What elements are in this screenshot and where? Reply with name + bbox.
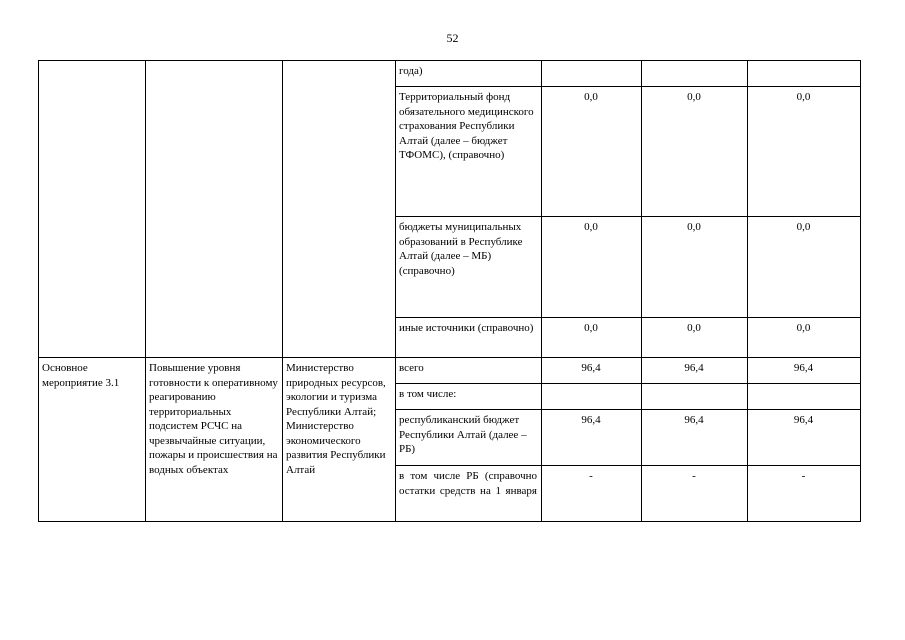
value-cell: 0,0 xyxy=(542,87,642,217)
funding-source-cell: республиканский бюджет Республики Алтай (далее – РБ) xyxy=(396,410,542,466)
funding-source-cell: года) xyxy=(396,61,542,87)
empty-activity-cell xyxy=(39,61,146,358)
value-cell xyxy=(748,384,861,410)
value-cell xyxy=(642,384,748,410)
value-cell: 96,4 xyxy=(642,358,748,384)
value-cell: 0,0 xyxy=(642,87,748,217)
funding-source-cell: бюджеты муниципальных образований в Республике Алтай (далее – МБ) (справочно) xyxy=(396,217,542,318)
value-cell: 96,4 xyxy=(748,358,861,384)
funding-source-cell: Территориальный фонд обязательного медицинского страхования Республики Алтай (далее – бюджет ТФОМС), (справочно) xyxy=(396,87,542,217)
funding-source-cell: иные источники (справочно) xyxy=(396,318,542,358)
funding-source-cell: в том числе РБ (справочно остатки средств на 1 января xyxy=(396,466,542,522)
value-cell: 96,4 xyxy=(642,410,748,466)
value-cell: 0,0 xyxy=(542,217,642,318)
value-cell: - xyxy=(748,466,861,522)
activity-description-cell: Повышение уровня готовности к оперативному реагированию территориальных подсистем РСЧС на чрезвычайные ситуации, пожары и происшествия на водных объектах xyxy=(146,358,283,522)
value-cell: - xyxy=(642,466,748,522)
value-cell: 0,0 xyxy=(748,217,861,318)
value-cell xyxy=(642,61,748,87)
empty-executor-cell xyxy=(283,61,396,358)
value-cell: - xyxy=(542,466,642,522)
value-cell: 0,0 xyxy=(748,318,861,358)
value-cell: 96,4 xyxy=(748,410,861,466)
empty-description-cell xyxy=(146,61,283,358)
page-number: 52 xyxy=(446,31,459,45)
table-row xyxy=(39,358,861,384)
value-cell: 96,4 xyxy=(542,358,642,384)
funding-source-cell: всего xyxy=(396,358,542,384)
activity-name-cell: Основное мероприятие 3.1 xyxy=(39,358,146,522)
value-cell: 0,0 xyxy=(642,217,748,318)
value-cell xyxy=(542,384,642,410)
funding-source-cell: в том числе: xyxy=(396,384,542,410)
table-row xyxy=(39,61,861,87)
funding-table xyxy=(38,60,861,522)
value-cell xyxy=(748,61,861,87)
value-cell: 0,0 xyxy=(748,87,861,217)
value-cell: 0,0 xyxy=(642,318,748,358)
activity-executor-cell: Министерство природных ресурсов, экологии и туризма Республики Алтай; Министерство экономического развития Республики Алтай xyxy=(283,358,396,522)
value-cell: 0,0 xyxy=(542,318,642,358)
value-cell xyxy=(542,61,642,87)
value-cell: 96,4 xyxy=(542,410,642,466)
